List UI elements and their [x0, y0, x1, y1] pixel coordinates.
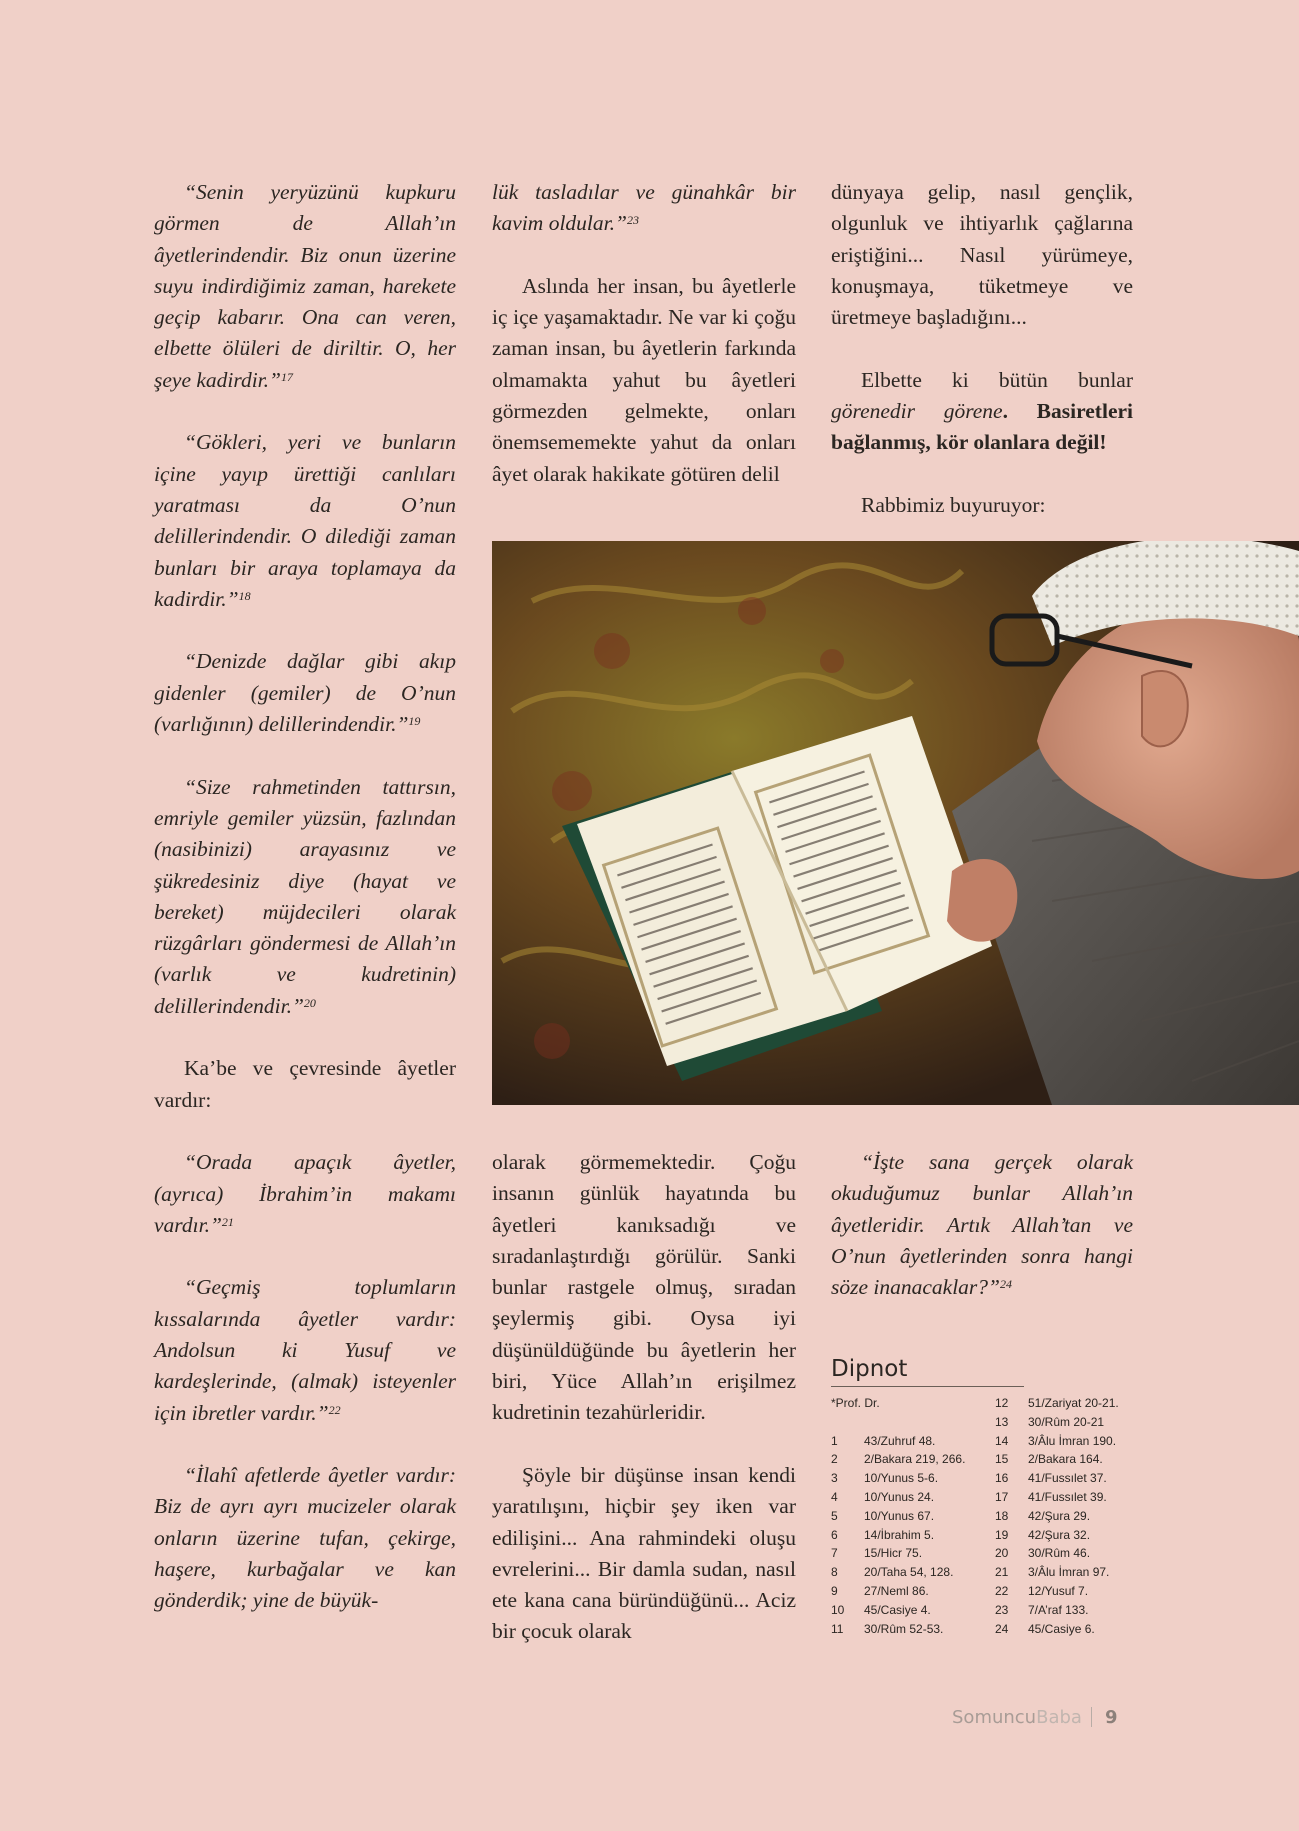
quote-paragraph — [154, 427, 456, 615]
footnote-number: 16 — [995, 1471, 1009, 1486]
footnote-source: 42/Şura 32. — [1028, 1527, 1091, 1542]
footnote-source: 45/Casiye 6. — [1028, 1621, 1095, 1636]
footnote-ref: 21 — [221, 1214, 234, 1229]
footnote-item — [995, 1544, 1145, 1563]
photo-man-reading-quran — [492, 541, 1299, 1105]
footnote-item — [995, 1582, 1145, 1601]
emphasis-text: görenedir görene — [831, 399, 1003, 424]
footnote-source: 7/A’raf 133. — [1028, 1602, 1089, 1617]
quote-text: “İşte sana gerçek olarak okuduğumuz bunlar Allah’ın âyetleridir. Artık Allah’tan ve O’nun âyetlerinden sonra hangi söze inanacaklar?” — [831, 1150, 1133, 1300]
text-column-2-bottom — [492, 1147, 796, 1648]
footnote-number: 19 — [995, 1527, 1009, 1542]
footnotes-list — [831, 1387, 1146, 1647]
footnote-source: 30/Rûm 52-53. — [864, 1621, 944, 1636]
footnote-item — [995, 1432, 1145, 1451]
quote-text: “Senin yeryüzünü kupkuru görmen de Allah’ın âyetlerindendir. Biz onun üzerine suyu indirdiğimiz zaman, harekete geçip kabarır. Ona can veren, elbette ölüleri de diriltir. O, her şeye kadirdir.” — [154, 180, 456, 392]
footnote-item — [995, 1526, 1145, 1545]
footnote-ref: 24 — [1000, 1277, 1013, 1292]
footnote-source: 3/Âlu İmran 97. — [1028, 1565, 1110, 1580]
quote-paragraph — [831, 1147, 1133, 1303]
footnote-number: 21 — [995, 1565, 1009, 1580]
footnote-number: 6 — [831, 1527, 838, 1542]
footnote-source: 20/Taha 54, 128. — [864, 1565, 954, 1580]
footnote-item — [831, 1450, 991, 1469]
text-column-2-top — [492, 177, 796, 490]
footnote-item — [831, 1432, 991, 1451]
body-paragraph: dünyaya gelip, nasıl gençlik, olgunluk ve ihtiyarlık çağlarına eriştiğini... Nasıl yürümeye, konuşmaya, tüketmeye ve üretmeye başladığını... — [831, 180, 1133, 330]
footnote-item — [831, 1582, 991, 1601]
footnote-item — [831, 1620, 991, 1639]
footnote-source: 51/Zariyat 20-21. — [1028, 1396, 1119, 1410]
body-paragraph: Ka’be ve çevresinde âyetler vardır: — [154, 1056, 456, 1112]
footnote-item — [995, 1469, 1145, 1488]
footnote-number: 15 — [995, 1452, 1009, 1467]
body-paragraph: Rabbimiz buyuruyor: — [861, 492, 1046, 517]
quote-paragraph — [154, 646, 456, 740]
quote-paragraph — [154, 772, 456, 1022]
footnote-source: 27/Neml 86. — [864, 1583, 929, 1598]
quote-paragraph — [154, 177, 456, 396]
footnote-item — [831, 1544, 991, 1563]
footnote-item — [831, 1488, 991, 1507]
footnote-source: 10/Yunus 67. — [864, 1508, 935, 1523]
body-paragraph: olarak görmemektedir. Çoğu insanın günlük hayatında bu âyetleri kanıksadığı ve sıradanlaştırdığı görülür. Sanki bunlar rastgele olmuş, sıradan şeylermiş gibi. Oysa iyi düşünüldüğünde bu âyetlerin her biri, Yüce Allah’ın erişilmez kudretinin tezahürleridir. — [492, 1150, 796, 1425]
text-column-1 — [154, 177, 456, 1617]
footnote-number: 9 — [831, 1583, 838, 1598]
footnote-source: 14/İbrahim 5. — [864, 1527, 935, 1542]
body-paragraph: Şöyle bir düşünse insan kendi yaratılışını, hiçbir şey iken var edilişini... Ana rahmindeki oluşu evrelerini... Bir damla sudan, nasıl ete kana cana büründüğünü... Aciz bir çocuk olarak — [492, 1462, 796, 1644]
footnote-number: 20 — [995, 1546, 1009, 1561]
footnote-ref: 23 — [626, 213, 639, 228]
quote-text: “Gökleri, yeri ve bunların içine yayıp ürettiği canlıları yaratması da O’nun delillerindendir. O dilediği zaman bunları bir araya toplamaya da kadirdir.” — [154, 430, 456, 611]
footnote-number: 12 — [995, 1396, 1009, 1410]
footnote-number: 5 — [831, 1508, 838, 1523]
footnote-number: 23 — [995, 1602, 1009, 1617]
footnote-source: 30/Rûm 20-21 — [1028, 1414, 1105, 1429]
footnote-item — [831, 1526, 991, 1545]
footnote-number: 17 — [995, 1489, 1009, 1504]
footnotes-left-column — [831, 1394, 991, 1638]
footnotes-right-column — [995, 1394, 1145, 1638]
footnote-number: 18 — [995, 1508, 1009, 1523]
footnote-source: 45/Casiye 4. — [864, 1602, 931, 1617]
footnote-number: 7 — [831, 1546, 838, 1561]
footnote-ref: 22 — [328, 1402, 341, 1417]
footnote-number: 10 — [831, 1602, 845, 1617]
footnote-item — [995, 1450, 1145, 1469]
footnote-source: 12/Yusuf 7. — [1028, 1583, 1089, 1598]
brand-text: Baba — [1036, 1707, 1082, 1728]
footnote-ref: 18 — [238, 588, 251, 603]
footnote-ref: 19 — [408, 714, 421, 729]
footnote-item — [995, 1507, 1145, 1526]
brand-text: Somuncu — [952, 1707, 1037, 1728]
footnotes-section — [831, 1355, 1146, 1647]
text-column-3-bottom — [831, 1147, 1133, 1303]
footnote-source: 42/Şura 29. — [1028, 1508, 1091, 1523]
footnote-number: 11 — [831, 1621, 844, 1636]
footnote-author-note: *Prof. Dr. — [831, 1396, 880, 1410]
footnotes-title: Dipnot — [831, 1355, 1024, 1387]
footnote-number: 2 — [831, 1452, 838, 1467]
quote-text: lük tasladılar ve günahkâr bir kavim oldular.” — [492, 180, 796, 236]
footnote-source: 41/Fussılet 37. — [1028, 1471, 1107, 1486]
quote-paragraph: “İlahî afetlerde âyetler vardır: Biz de ayrı ayrı mucizeler olarak onların üzerine tufan, çekirge, haşere, kurbağalar ve kan gönderdik; yine de büyük- — [154, 1463, 456, 1613]
footnote-source: 15/Hicr 75. — [864, 1546, 923, 1561]
footer-divider — [1091, 1707, 1092, 1727]
footnote-ref: 17 — [281, 369, 293, 384]
footnote-ref: 20 — [303, 995, 316, 1010]
footnote-item — [831, 1563, 991, 1582]
footnote-item — [995, 1488, 1145, 1507]
footnote-source: 41/Fussılet 39. — [1028, 1489, 1107, 1504]
footnote-item — [831, 1507, 991, 1526]
footnote-source: 43/Zuhruf 48. — [864, 1433, 936, 1448]
footnote-number: 1 — [831, 1433, 838, 1448]
footnote-source: 2/Bakara 219, 266. — [864, 1452, 966, 1467]
footnote-number: 14 — [995, 1433, 1009, 1448]
body-text: . Basiretleri bağlanmış, kör olanlara değil! — [831, 399, 1133, 455]
footnote-number: 8 — [831, 1565, 838, 1580]
quote-paragraph — [154, 1272, 456, 1428]
footnote-item — [831, 1601, 991, 1620]
footnote-item — [995, 1563, 1145, 1582]
text-column-3-top — [831, 177, 1133, 521]
quote-text: “Denizde dağlar gibi akıp gidenler (gemiler) de O’nun (varlığının) delillerindendir.” — [154, 649, 456, 737]
magazine-brand — [952, 1707, 1082, 1728]
quote-text: “Orada apaçık âyetler, (ayrıca) İbrahim’in makamı vardır.” — [154, 1150, 456, 1237]
quote-paragraph — [492, 177, 796, 240]
footnote-number: 22 — [995, 1583, 1009, 1598]
body-text: Elbette ki bütün bunlar — [861, 367, 1133, 392]
footnote-item — [995, 1601, 1145, 1620]
footnote-item — [831, 1469, 991, 1488]
footnote-number: 13 — [995, 1414, 1009, 1429]
footnote-spacer — [831, 1413, 991, 1432]
footnote-item — [995, 1413, 1145, 1432]
quote-text: “Size rahmetinden tattırsın, emriyle gemiler yüzsün, fazlından (nasibinizi) arayasınız ve şükredesiniz diye (hayat ve bereket) müjdecileri olarak rüzgârları göndermesi de Allah’ın (varlık ve kudretinin) delillerindendir.” — [154, 774, 456, 1018]
footnote-item — [995, 1394, 1145, 1413]
footnote-source: 30/Rûm 46. — [1028, 1546, 1091, 1561]
quote-text: “Geçmiş toplumların kıssalarında âyetler vardır: Andolsun ki Yusuf ve kardeşlerinde, (almak) isteyenler için ibretler vardır.” — [154, 1275, 456, 1425]
page-number: 9 — [1104, 1707, 1118, 1728]
footnote-source: 2/Bakara 164. — [1028, 1452, 1103, 1467]
footnote-number: 3 — [831, 1471, 838, 1486]
body-paragraph — [831, 365, 1133, 459]
page-footer — [952, 1706, 1117, 1730]
footnote-source: 10/Yunus 5-6. — [864, 1471, 939, 1486]
footnote-source: 3/Âlu İmran 190. — [1028, 1433, 1117, 1448]
footnote-item — [995, 1620, 1145, 1639]
body-paragraph: Aslında her insan, bu âyetlerle iç içe yaşamaktadır. Ne var ki çoğu zaman insan, bu âyetlerin farkında olmamakta yahut bu âyetleri görmezden gelmekte, onları önemsememekte yahut da onları âyet olarak hakikate götüren delil — [492, 273, 796, 486]
footnote-source: 10/Yunus 24. — [864, 1489, 935, 1504]
footnote-number: 4 — [831, 1489, 838, 1504]
footnote-number: 24 — [995, 1621, 1009, 1636]
quote-paragraph — [154, 1147, 456, 1241]
